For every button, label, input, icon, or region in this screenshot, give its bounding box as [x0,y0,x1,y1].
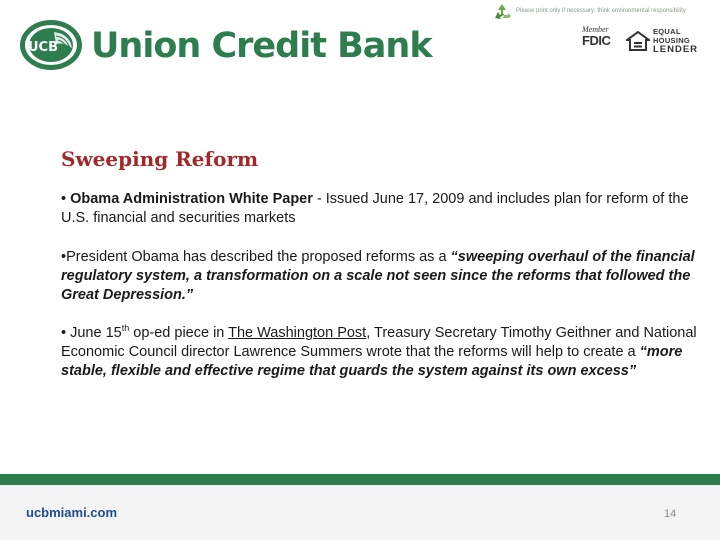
footer-divider [0,474,720,485]
ucb-logo-icon [18,18,84,72]
white-paper-title: Obama Administration White Paper [70,191,313,207]
recycle-icon [492,2,512,20]
house-icon [626,31,650,51]
geithner-summers-quote: “more stable, flexible and effective regime that guards the system against its own excess” [61,344,683,379]
date-ordinal-suffix: th [121,323,130,334]
fdic-label: FDIC [582,33,611,48]
website-link[interactable]: ucbmiami.com [26,505,118,520]
environmental-note [492,2,686,20]
bullet-paragraph-3 [61,324,701,381]
member-label: Member [582,25,609,34]
bullet-paragraph-1 [61,190,701,228]
logo-monogram: UCB [28,40,59,55]
ehl-line1: EQUAL HOUSING [652,27,691,45]
bullet-1-text: - Issued June 17, 2009 and includes plan for reform of the U.S. financial and securities markets [61,191,689,226]
equal-housing-lender-badge [626,27,720,54]
page-number: 14 [664,508,677,520]
obama-quote: “sweeping overhaul of the financial regulatory system, a transformation on a scale not seen since the reforms that followed the Great Depression.” [61,249,695,303]
bullet-2-lead: •President Obama has described the proposed reforms as a [61,249,451,265]
publication-name: The Washington Post [228,325,367,341]
env-note-text: Please print only if necessary; think environmental responsibility [516,8,686,14]
ehl-line2: LENDER [652,44,699,55]
bank-name-logo: Union Credit Bank [91,26,432,66]
bullet-3-lead: • June 15 [61,325,122,341]
slide-title: Sweeping Reform [61,147,259,171]
bullet-3-after: , Treasury Secretary Timothy Geithner and National Economic Council director Lawrence Summers wrote that the reforms will help to create a [61,325,697,360]
bullet-3-mid: op-ed piece in [129,325,229,341]
bullet-paragraph-2 [61,248,701,305]
bullet-1-marker: • [61,191,67,207]
fdic-badge [582,26,620,48]
